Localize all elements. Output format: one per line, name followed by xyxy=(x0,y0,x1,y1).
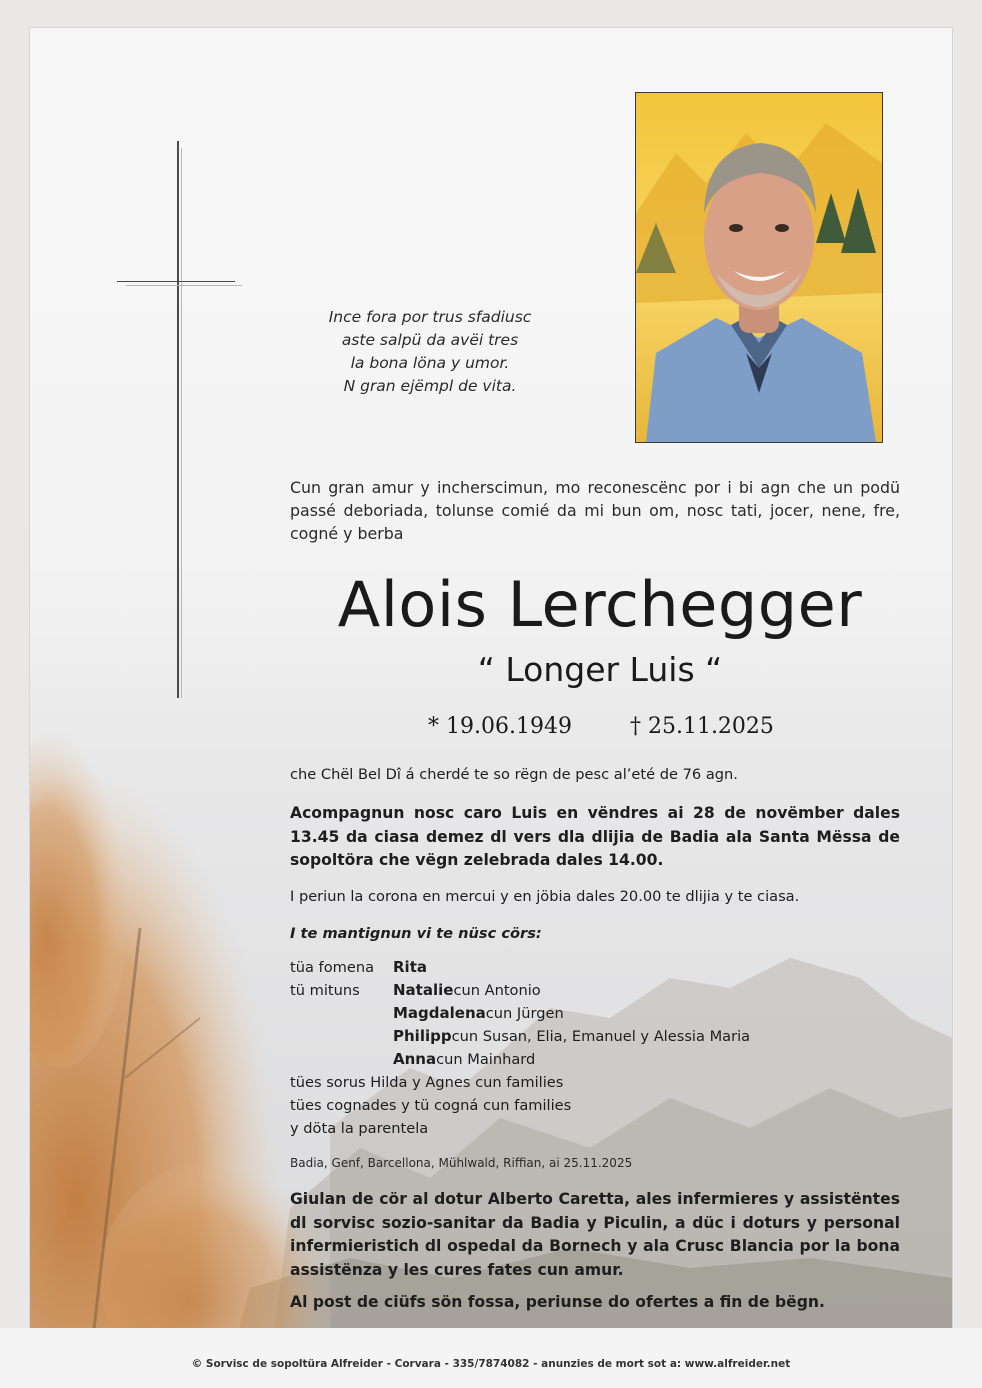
family-name: Anna xyxy=(393,1050,437,1068)
family-relation: tü mituns xyxy=(290,982,360,999)
poem-line: la bona löna y umor. xyxy=(350,354,510,372)
list-item xyxy=(290,1025,850,1048)
portrait-illustration xyxy=(636,93,882,442)
family-rest: cun Susan, Elia, Emanuel y Alessia Maria xyxy=(451,1028,751,1045)
life-dates xyxy=(428,714,888,739)
family-relation: tüa fomena xyxy=(290,959,375,976)
family-name: Natalie xyxy=(393,981,454,999)
family-relation xyxy=(290,1025,393,1048)
deceased-name: Alois Lerchegger xyxy=(337,568,863,641)
family-extra-line: y döta la parentela xyxy=(290,1120,429,1137)
poem-line: N gran ejëmpl de vita. xyxy=(343,377,517,395)
family-name: Philipp xyxy=(393,1027,452,1045)
list-item xyxy=(290,1048,850,1071)
memorial-poem xyxy=(295,306,565,398)
footer-credit: © Sorvisc de sopoltüra Alfreider - Corvara - 335/7874082 - anunzies de mort sot a: www.alfreider.net xyxy=(191,1358,791,1370)
portrait-photo xyxy=(635,92,883,443)
list-item xyxy=(290,956,850,979)
cross-bar xyxy=(117,281,235,282)
death-date: † 25.11.2025 xyxy=(629,714,774,739)
rosary-info: I periun la corona en mercui y en jöbia dales 20.00 te dlijia y te ciasa. xyxy=(290,888,800,905)
family-relation xyxy=(290,1048,393,1071)
family-name: Magdalena xyxy=(393,1004,486,1022)
cross-shadow xyxy=(181,148,182,698)
family-relation xyxy=(290,1002,393,1025)
obituary-card xyxy=(30,28,952,1364)
family-rest: cun Jürgen xyxy=(485,1005,564,1022)
family-list xyxy=(290,956,850,1140)
list-item xyxy=(290,979,850,1002)
family-rest: cun Mainhard xyxy=(436,1051,536,1068)
deceased-nickname: “ Longer Luis “ xyxy=(477,650,723,689)
poem-line: Ince fora por trus sfadiusc xyxy=(328,308,532,326)
mourners-heading: I te mantignun vi te nüsc cörs: xyxy=(290,925,542,942)
cross-bar-shadow xyxy=(126,285,242,286)
thanks-text: Giulan de cör al dotur Alberto Caretta, ales infermieres y assistëntes dl sorvisc sozio-sanitar da Badia y Piculin, a düc i doturs y personal infermieristich dl ospedal da Bornech y ala Crusc Blancia por la bona assistënza y les cures fates cun amur. xyxy=(290,1190,900,1279)
funeral-info: Acompagnun nosc caro Luis en vëndres ai 28 de novëmber dales 13.45 da ciasa demez dl vers dla dlijia de Badia ala Santa Mëssa de sopoltöra che vëgn zelebrada dales 14.00. xyxy=(290,804,900,869)
cross-icon xyxy=(177,141,179,698)
closing-text: Al post de ciüfs sön fossa, periunse do ofertes a fin de bëgn. xyxy=(290,1293,825,1311)
intro-text: Cun gran amur y incherscimun, mo reconescënc por i bi agn che un podü passé deboriada, tolunse comié da mi bun om, nosc tati, jocer, nene, fre, cogné y berba xyxy=(290,478,900,543)
place-and-date: Badia, Genf, Barcellona, Mühlwald, Riffian, ai 25.11.2025 xyxy=(290,1156,633,1170)
family-extra-line: tües cognades y tü cogná cun families xyxy=(290,1097,572,1114)
death-notice: che Chël Bel Dî á cherdé te so rëgn de pesc al’eté de 76 agn. xyxy=(290,766,738,783)
list-item xyxy=(290,1002,850,1025)
family-rest: cun Antonio xyxy=(453,982,541,999)
family-name: Rita xyxy=(393,958,427,976)
birth-date: * 19.06.1949 xyxy=(428,714,572,739)
poem-line: aste salpü da avëi tres xyxy=(341,331,519,349)
family-extra-line: tües sorus Hilda y Agnes cun families xyxy=(290,1074,564,1091)
